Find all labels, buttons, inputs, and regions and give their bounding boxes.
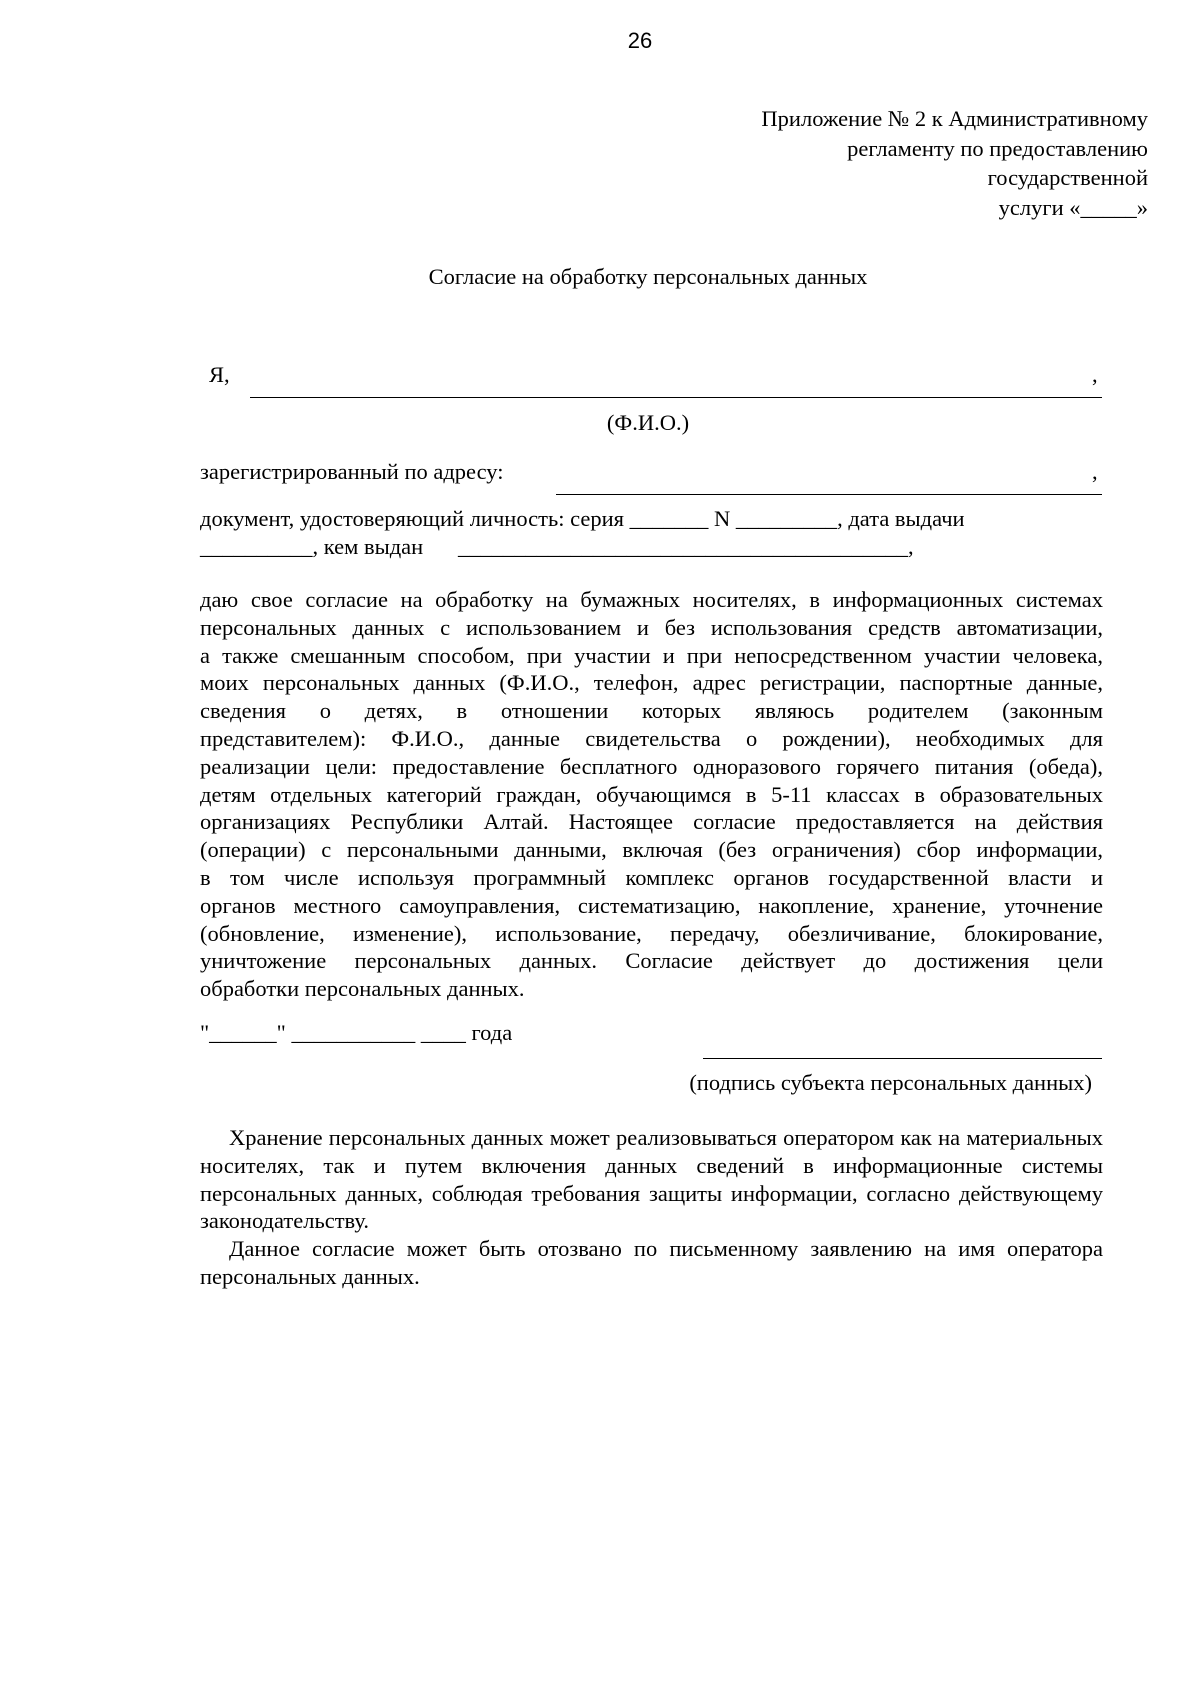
i-label: Я, [209, 362, 230, 387]
fio-caption: (Ф.И.О.) [606, 410, 690, 435]
storage-paragraph-1: Хранение персональных данных может реализовываться оператором как на материальных носителях, так и путем включения данных сведений в информационные системы персональных данных, соблюдая требования защиты информации, согласно действующему законодательству. [200, 1125, 1103, 1234]
consent-line: детям отдельных категорий граждан, обучающимся в 5-11 классах в образовательных [200, 781, 1103, 807]
appendix-header [761, 104, 1148, 222]
consent-line: моих персональных данных (Ф.И.О., телефон, адрес регистрации, паспортные данные, [200, 670, 1103, 696]
appendix-line-1: Приложение № 2 к Административному [761, 106, 1148, 131]
consent-paragraph [200, 586, 1103, 1003]
address-line[interactable] [556, 494, 1102, 495]
consent-line: представителем): Ф.И.О., данные свидетельства о рождении), необходимых для [200, 725, 1103, 751]
revocation-paragraph: Данное согласие может быть отозвано по письменному заявлению на имя оператора персональных данных. [200, 1236, 1103, 1289]
appendix-line-3: государственной [987, 165, 1148, 190]
date-line: "______" ___________ ____ года [200, 1020, 513, 1045]
page-number: 26 [627, 28, 653, 53]
consent-line: органов местного самоуправления, систематизацию, накопление, хранение, уточнение [200, 892, 1103, 918]
consent-line: в том числе используя программный комплекс органов государственной власти и [200, 864, 1103, 890]
consent-line: организациях Республики Алтай. Настоящее согласие предоставляется на действия [200, 809, 1103, 835]
consent-line: сведения о детях, в отношении которых являюсь родителем (законным [200, 698, 1103, 724]
appendix-line-2: регламенту по предоставлению [847, 135, 1148, 161]
storage-section [200, 1124, 1103, 1291]
consent-line: персональных данных с использованием и без использования средств автоматизации, [200, 614, 1103, 640]
fio-line[interactable] [250, 397, 1102, 398]
appendix-line-4: услуги «_____» [998, 194, 1148, 220]
address-comma: , [1092, 459, 1098, 484]
consent-line: (обновление, изменение), использование, передачу, обезличивание, блокирование, [200, 920, 1103, 946]
document-title: Согласие на обработку персональных данных [428, 264, 868, 289]
signature-line[interactable] [703, 1058, 1102, 1059]
signature-caption: (подпись субъекта персональных данных) [689, 1070, 1092, 1095]
consent-line: даю свое согласие на обработку на бумажных носителях, в информационных системах [200, 587, 1103, 612]
consent-line: реализации цели: предоставление бесплатного одноразового горячего питания (обеда), [200, 753, 1103, 779]
consent-line: обработки персональных данных. [200, 976, 525, 1002]
consent-line: уничтожение персональных данных. Согласие действует до достижения цели [200, 948, 1103, 974]
address-label: зарегистрированный по адресу: [200, 459, 504, 484]
consent-line: (операции) с персональными данными, включая (без ограничения) сбор информации, [200, 837, 1103, 863]
consent-line: а также смешанным способом, при участии и при непосредственном участии человека, [200, 642, 1103, 668]
issued-by-line: ________________________________________, [458, 534, 914, 559]
id-document-line: документ, удостоверяющий личность: серия _______ N _________, дата выдачи [200, 506, 965, 531]
fio-comma: , [1092, 362, 1098, 387]
issued-by-label: __________, кем выдан [200, 534, 424, 559]
